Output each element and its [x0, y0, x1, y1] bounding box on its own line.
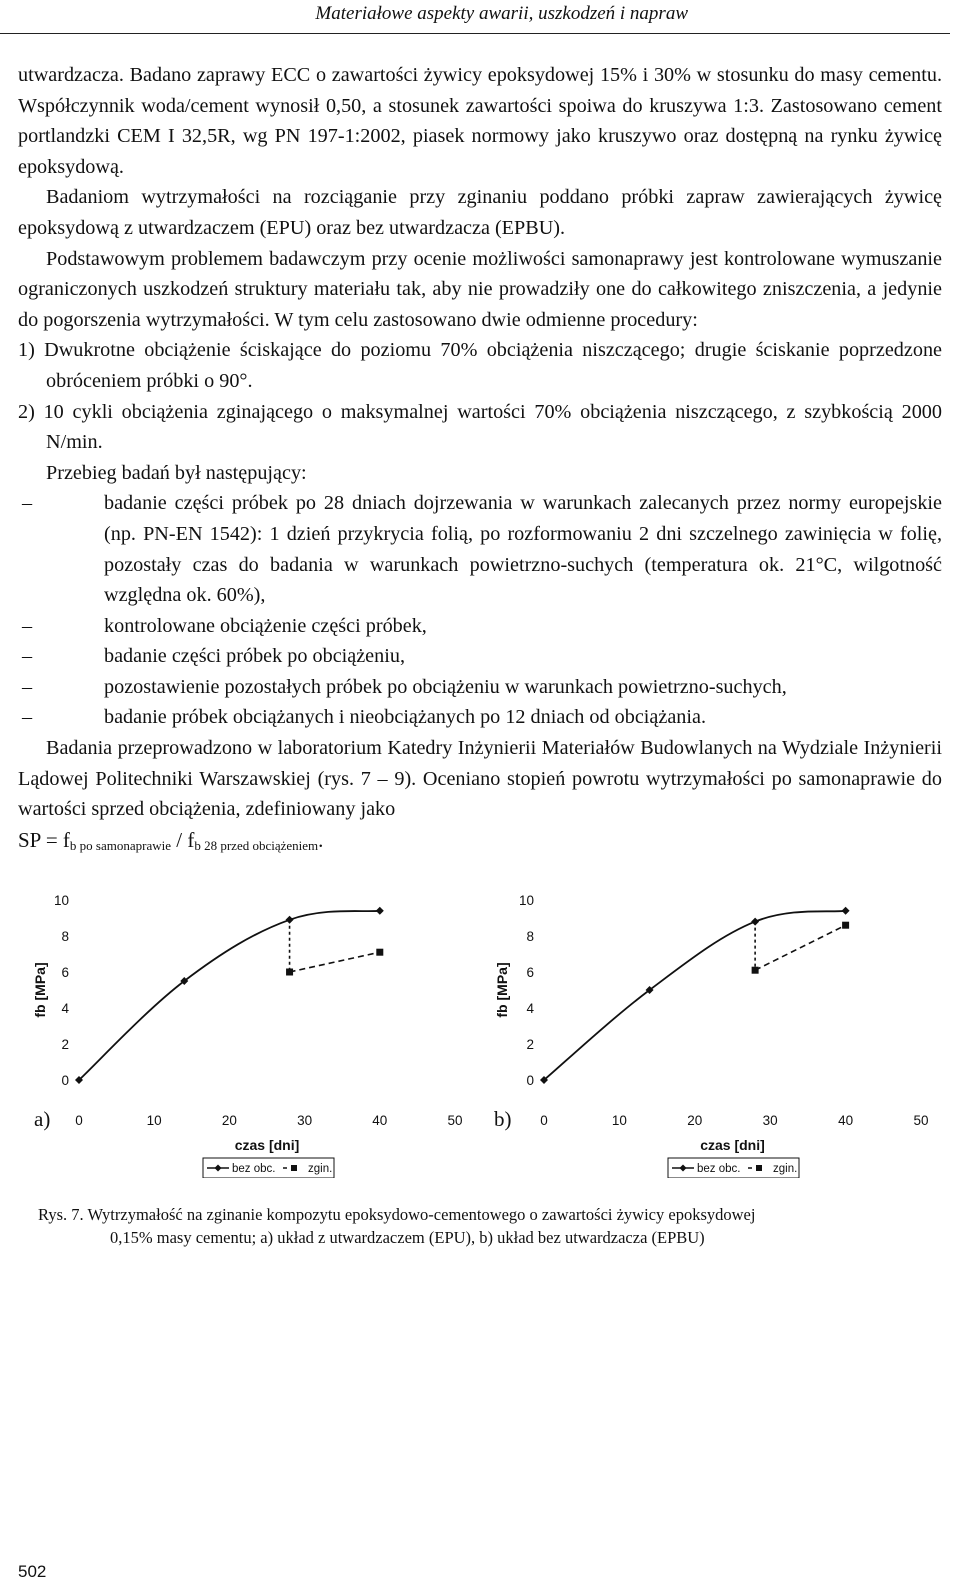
formula-end: . [318, 827, 324, 852]
chart-a-xtick-label: 0 [75, 1113, 83, 1128]
chart-a-legend-label: bez obc. [232, 1163, 276, 1175]
chart-b-xtick-label: 0 [540, 1113, 548, 1128]
chart-b-xtick-label: 20 [687, 1113, 703, 1128]
chart-b-series-bez-obc--line [544, 911, 846, 1080]
chart-b-ytick-label: 4 [526, 1001, 534, 1016]
paragraph-5: Badania przeprowadzono w laboratorium Katedry Inżynierii Materiałów Budowlanych na Wydziale Inżynierii Lądowej Politechniki Warszawskiej (rys. 7 – 9). Oceniano stopień powrotu wytrzymałości po samonaprawie do wartości sprzed obciążenia, zdefiniowany jako [18, 737, 942, 821]
dash-marker: – [22, 614, 33, 637]
caption-line-2: 0,15% masy cementu; a) układ z utwardzaczem (EPU), b) układ bez utwardzacza (EPBU) [110, 1228, 705, 1247]
dash-marker: – [22, 675, 33, 698]
chart-a-xtick-label: 50 [447, 1113, 463, 1128]
chart-b-xtick-label: 30 [762, 1113, 778, 1128]
chart-a-series-bez-obc--point [286, 916, 294, 924]
running-header [0, 0, 950, 34]
chart-b-xtick-label: 50 [913, 1113, 929, 1128]
chart-a-series-zgin--line [290, 952, 380, 972]
chart-b-xtick-label: 40 [838, 1113, 854, 1128]
running-title: Materiałowe aspekty awarii, uszkodzeń i napraw [315, 3, 688, 24]
chart-b-legend-label: zgin. [773, 1163, 798, 1175]
chart-b-legend-label: bez obc. [697, 1163, 741, 1175]
chart-b-xtick-label: 10 [611, 1113, 627, 1128]
dash-item-text: badanie części próbek po 28 dniach dojrzewania w warunkach zalecanych przez normy europejskie (np. PN-EN 1542): 1 dzień przykrycia folią, po rozformowaniu 2 dni szczelnego zawinięcia w folię, pozostały czas do badania w warunkach powietrzno-suchych (temperatura ok. 21°C, wilgotność względna ok. 60%), [104, 492, 942, 607]
dash-marker: – [22, 492, 33, 515]
chart-a-series-zgin--point [286, 969, 293, 976]
dash-item-5 [18, 702, 942, 733]
formula-sub-1: b po samonaprawie [69, 837, 172, 853]
chart-b [492, 888, 940, 1178]
chart-a-svg [30, 888, 470, 1178]
chart-a-xtick-label: 40 [372, 1113, 388, 1128]
formula-lhs: SP = f [18, 827, 70, 852]
chart-a-series-bez-obc--line [79, 911, 380, 1080]
dash-item-text: badanie części próbek po obciążeniu, [104, 645, 405, 668]
chart-a-ytick-label: 10 [53, 893, 69, 908]
formula-sub-2: b 28 przed obciążeniem [194, 837, 319, 853]
chart-b-series-zgin--point [842, 922, 849, 929]
formula-line [18, 825, 942, 857]
figure-caption [38, 1203, 938, 1249]
chart-a-ylabel: fb [MPa] [32, 962, 48, 1018]
chart-a-legend-swatch-diamond [215, 1165, 222, 1172]
panel-label-a: a) [34, 1107, 51, 1131]
chart-b-ytick-label: 10 [518, 893, 534, 908]
chart-b-series-bez-obc--point [751, 918, 759, 926]
procedure-item-2: 2) 10 cykli obciążenia zginającego o maksymalnej wartości 70% obciążenia niszczącego, z szybkością 2000 N/min. [18, 400, 942, 454]
dash-marker: – [22, 706, 33, 729]
formula-mid: / f [171, 827, 195, 852]
chart-a-xlabel: czas [dni] [234, 1137, 300, 1153]
chart-a-ytick-label: 8 [61, 929, 69, 944]
dash-item-text: badanie próbek obciążanych i nieobciążanych po 12 dniach od obciążania. [104, 706, 706, 729]
chart-b-ytick-label: 0 [526, 1073, 534, 1088]
dash-item-1 [18, 488, 942, 610]
chart-a-ytick-label: 0 [61, 1073, 69, 1088]
paragraph-1: utwardzacza. Badano zaprawy ECC o zawartości żywicy epoksydowej 15% i 30% w stosunku do masy cementu. Współczynnik woda/cement wynosił 0,50, a stosunek zawartości spoiwa do kruszywa 1:3. Zastosowano cement portlandzki CEM I 32,5R, wg PN 197-1:2002, piasek normowy jako kruszywo oraz dostępną na rynku żywicę epoksydową. [18, 64, 942, 178]
chart-b-legend-swatch-square [756, 1165, 762, 1171]
chart-b-xlabel: czas [dni] [700, 1137, 765, 1153]
chart-a-xtick-label: 20 [221, 1113, 237, 1128]
dash-item-2 [18, 611, 942, 642]
dash-item-text: kontrolowane obciążenie części próbek, [104, 614, 427, 637]
chart-b-series-zgin--line [755, 925, 845, 970]
paragraph-3: Podstawowym problemem badawczym przy ocenie możliwości samonaprawy jest kontrolowane wymuszanie ograniczonych uszkodzeń struktury materiału tak, aby nie prowadziły one do całkowitego zniszczenia, a jedynie do pogorszenia wytrzymałości. W tym celu zastosowano dwie odmienne procedury: [18, 247, 942, 331]
panel-label-b: b) [494, 1107, 512, 1131]
chart-a [30, 888, 470, 1178]
chart-a-ytick-label: 2 [61, 1037, 69, 1052]
chart-b-ytick-label: 6 [526, 965, 534, 980]
dash-item-3 [18, 641, 942, 672]
caption-line-1: Rys. 7. Wytrzymałość na zginanie kompozytu epoksydowo-cementowego o zawartości żywicy epoksydowej [38, 1205, 756, 1224]
chart-a-series-zgin--point [376, 949, 383, 956]
chart-b-ytick-label: 8 [526, 929, 534, 944]
paragraph-4: Przebieg badań był następujący: [46, 461, 307, 484]
dash-item-4 [18, 672, 942, 703]
chart-b-svg [492, 888, 940, 1178]
dash-marker: – [22, 645, 33, 668]
procedure-item-1: 1) Dwukrotne obciążenie ściskające do poziomu 70% obciążenia niszczącego; drugie ściskanie poprzedzone obróceniem próbki o 90°. [18, 339, 942, 392]
chart-a-xtick-label: 30 [297, 1113, 313, 1128]
chart-b-legend-swatch-diamond [680, 1165, 687, 1172]
chart-a-ytick-label: 4 [61, 1001, 69, 1016]
page-number: 502 [18, 1562, 47, 1581]
body-text [18, 60, 942, 856]
dash-item-text: pozostawienie pozostałych próbek po obciążeniu w warunkach powietrzno-suchych, [104, 675, 787, 698]
chart-a-series-bez-obc--point [376, 907, 384, 915]
chart-a-legend-label: zgin. [308, 1163, 333, 1175]
chart-b-series-bez-obc--point [842, 907, 850, 915]
chart-b-ytick-label: 2 [526, 1037, 534, 1052]
chart-b-series-zgin--point [752, 967, 759, 974]
chart-a-legend-swatch-square [291, 1165, 297, 1171]
chart-a-ytick-label: 6 [61, 965, 69, 980]
chart-a-xtick-label: 10 [146, 1113, 162, 1128]
chart-b-ylabel: fb [MPa] [494, 962, 510, 1018]
paragraph-2: Badaniom wytrzymałości na rozciąganie przy zginaniu poddano próbki zapraw zawierających żywicę epoksydową z utwardzaczem (EPU) oraz bez utwardzacza (EPBU). [18, 186, 942, 239]
